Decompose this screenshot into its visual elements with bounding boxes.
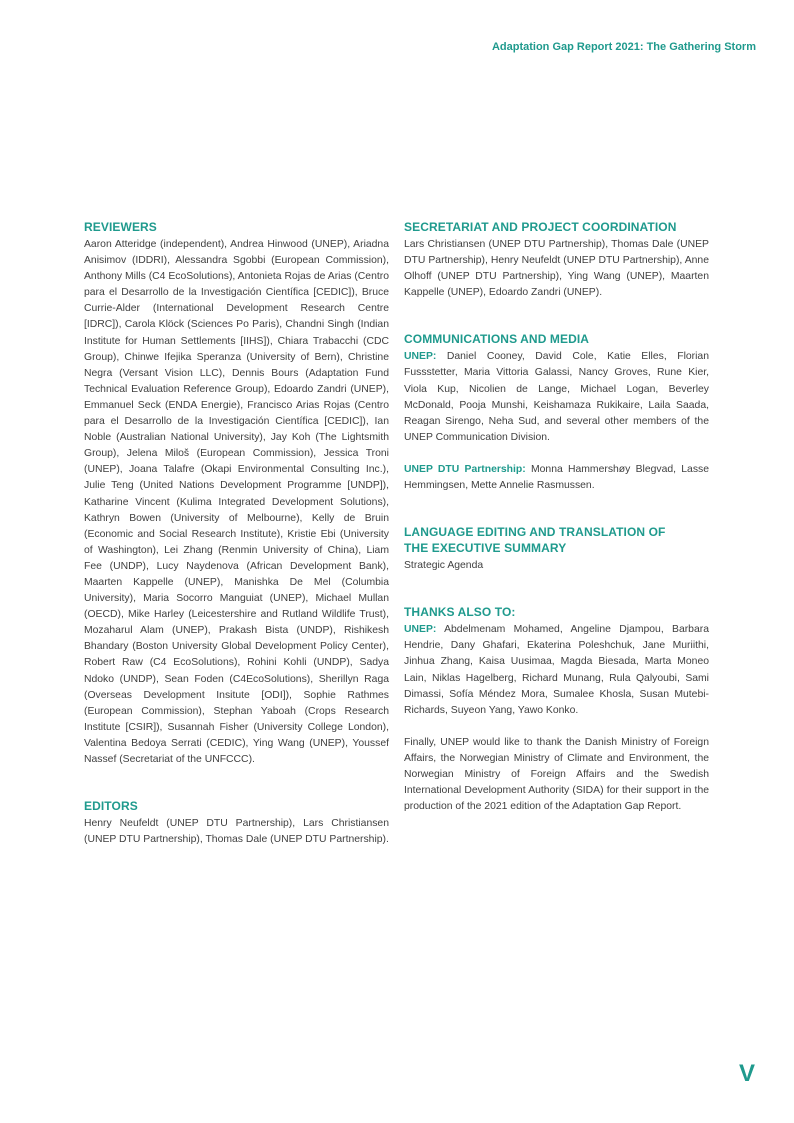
thanks-section: [404, 604, 709, 815]
communications-heading: COMMUNICATIONS AND MEDIA: [404, 332, 590, 347]
thanks-heading: THANKS ALSO TO:: [404, 605, 516, 620]
communications-dtu-lead: UNEP DTU Partnership:: [404, 463, 526, 475]
language-editing-text: Strategic Agenda: [404, 560, 484, 572]
communications-unep-paragraph: [404, 349, 709, 446]
secretariat-heading: SECRETARIAT AND PROJECT COORDINATION: [404, 220, 677, 234]
reviewers-list: Aaron Atteridge (independent), Andrea Hinwood (UNEP), Ariadna Anisimov (IDDRI), Alessandra Sgobbi (European Commission), Anthony Mills (C4 EcoSolutions), Antonieta Rojas de Arias (Centro para el Desarrollo de la Investigación Científica [CEDIC]), Bruce Currie-Alder (International Development Research Centre [IDRC]), Carola Klöck (Sciences Po Paris), Chandni Singh (Indian Institute for Human Settlements [IIHS]), Chiara Trabacchi (CDC Group), Chinwe Ifejika Speranza (University of Bern), Christine Negra (Versant Vision LLC), Dennis Bours (Adaptation Fund Technical Evaluation Reference Group), Edoardo Zandri (UNEP), Emmanuel Seck (ENDA Energie), Francisco Arias Rojas (Centro para el Desarrollo de la Investigación Científica [CEDIC]), Ian Noble (Australian National University), Jay Koh (The Lightsmith Group), Jelena Miloš (European Commission), Jessica Troni (UNEP), Joana Talafre (Okapi Environmental Consulting Inc.), Julie Teng (United Nations Development Programme [UNDP]), Katharine Vincent (Kulima Integrated Development Solutions), Kathryn Bowen (University of Melbourne), Kelly de Bruin (Economic and Social Research Institute), Kristie Ebi (University of Washington), Lei Zhang (Renmin University of China), Liam Fee (UNDP), Lucy Naydenova (African Development Bank), Maarten Kappelle (UNEP), Manishka De Mel (Columbia University), Maria Socorro Manguiat (UNEP), Michael Mullan (OECD), Mike Harley (Leicestershire and Rutland Wildlife Trust), Mozaharul Alam (UNEP), Prakash Bista (UNDP), Rishikesh Bhandary (Boston University Global Development Policy Center), Robert Raw (C4 EcoSolutions), Rohini Kohli (UNDP), Sadya Ndoko (UNDP), Sean Foden (C4EcoSolutions), Sherillyn Raga (Overseas Development Insitute [ODI]), Sophie Rathmes (European Commission), Stephan Yaboah (Crops Research Institute [CSIR]), Susannah Fisher (University College London), Valentina Bedoya Serrati (CEDIC), Ying Wang (UNEP), Youssef Nassef (Secretariat of the UNFCCC).: [84, 239, 389, 765]
editors-section: [84, 798, 389, 848]
secretariat-list: Lars Christiansen (UNEP DTU Partnership), Thomas Dale (UNEP DTU Partnership), Henry Neufeldt (UNEP DTU Partnership), Anne Olhoff (UNEP DTU Partnership), Ying Wang (UNEP), Maarten Kappelle (UNEP), Edoardo Zandri (UNEP).: [404, 239, 709, 299]
thanks-unep-list: Abdelmenam Mohamed, Angeline Djampou, Barbara Hendrie, Dany Ghafari, Ekaterina Poleshchuk, Jane Muriithi, Jinhua Zhang, Kaisa Uusimaa, Magda Biesada, Marta Moneo Lain, Niklas Hagelberg, Richard Munang, Rula Qalyoubi, Sami Dimassi, Sofía Méndez Mora, Sumalee Khosla, Susan Mutebi-Richards, Suyeon Yang, Yawo Konko.: [404, 624, 709, 716]
communications-section: [404, 331, 709, 494]
thanks-closing-paragraph: Finally, UNEP would like to thank the Danish Ministry of Foreign Affairs, the Norwegian Ministry of Climate and Environment, the Norwegian Ministry of Foreign Affairs and the Swedish International Development Authority (SIDA) for their support in the production of the 2021 edition of the Adaptation Gap Report.: [404, 736, 709, 813]
running-header: Adaptation Gap Report 2021: The Gathering Storm: [491, 41, 756, 53]
thanks-unep-paragraph: [404, 622, 709, 719]
left-column: [84, 219, 389, 848]
communications-dtu-paragraph: [404, 462, 709, 494]
communications-dtu-list: Monna Hammershøy Blegvad, Lasse Hemmingsen, Mette Annelie Rasmussen.: [404, 463, 709, 492]
thanks-unep-lead: UNEP:: [404, 624, 437, 636]
language-editing-section: [404, 524, 709, 574]
language-editing-heading-line2: THE EXECUTIVE SUMMARY: [404, 541, 567, 556]
secretariat-section: [404, 219, 709, 301]
reviewers-heading: REVIEWERS: [84, 220, 157, 234]
language-editing-heading: [404, 524, 709, 556]
page-number: V: [739, 1060, 756, 1087]
reviewers-section: [84, 219, 389, 768]
editors-list: Henry Neufeldt (UNEP DTU Partnership), Lars Christiansen (UNEP DTU Partnership), Thomas Dale (UNEP DTU Partnership).: [84, 818, 389, 846]
language-editing-heading-line1: LANGUAGE EDITING AND TRANSLATION OF: [404, 525, 666, 540]
communications-unep-list: Daniel Cooney, David Cole, Katie Elles, Florian Fussstetter, Maria Vittoria Galassi, Nancy Groves, Rune Kier, Viola Kup, Nicolien de Lange, Michael Logan, Beverley McDonald, Pooja Munshi, Keishamaza Rukikaire, Laila Saada, Reagan Sirengo, Neha Sud, and several other members of the UNEP Communication Division.: [404, 351, 709, 443]
editors-heading: EDITORS: [84, 799, 138, 814]
right-column: [404, 219, 709, 815]
communications-unep-lead: UNEP:: [404, 351, 437, 363]
